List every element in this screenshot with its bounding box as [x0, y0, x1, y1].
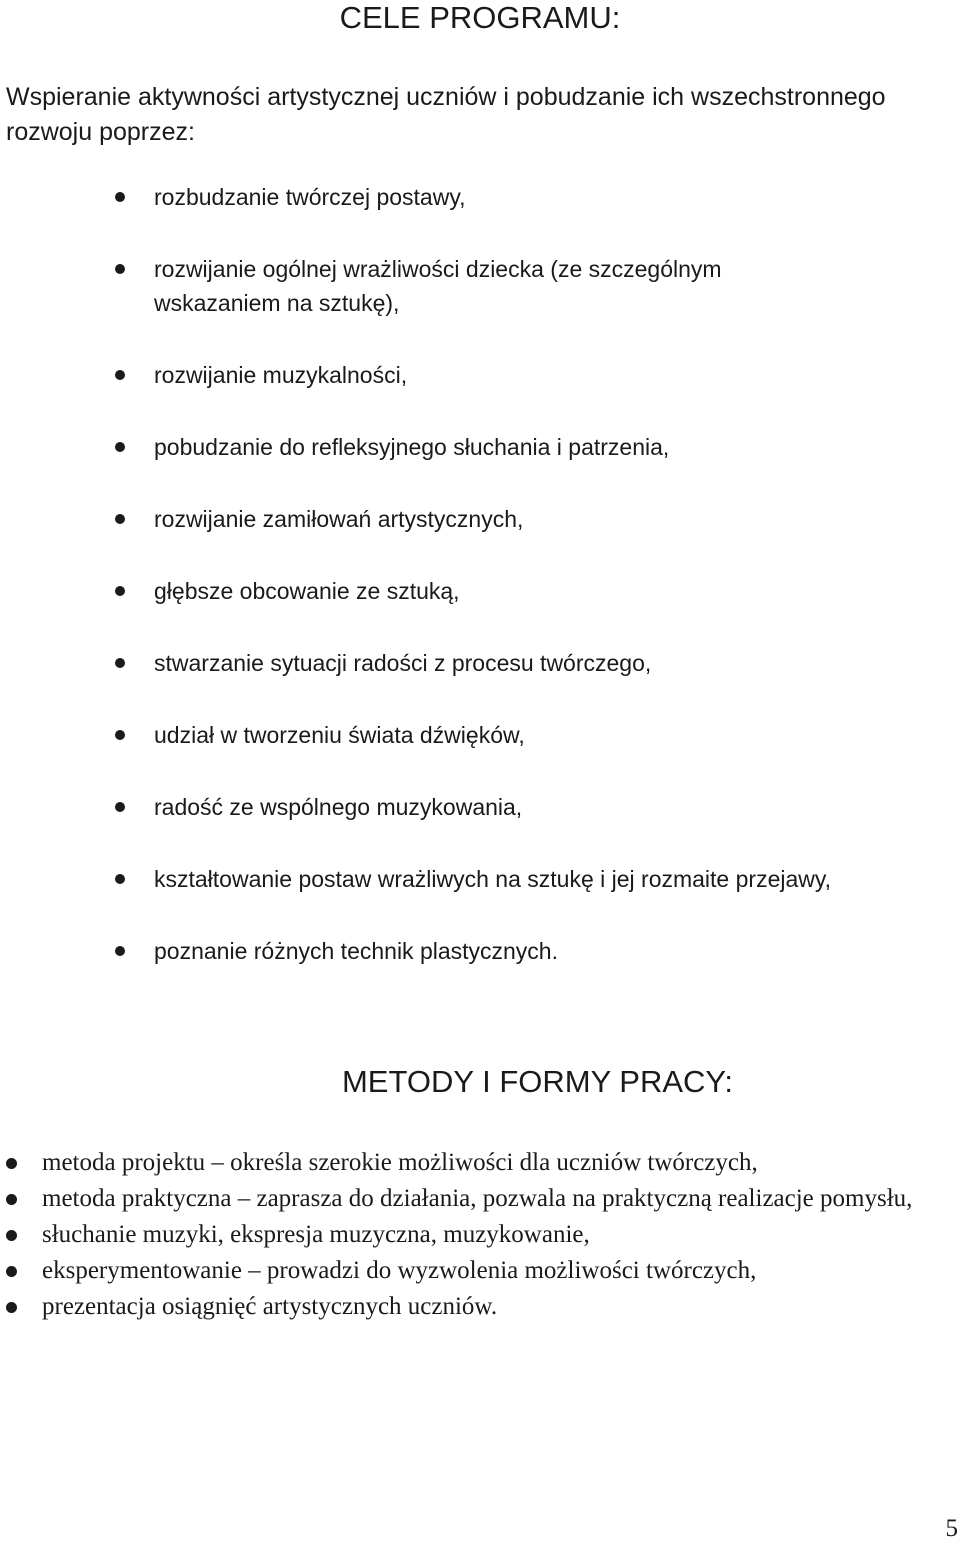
bullet-icon [6, 1158, 17, 1169]
bullet-icon [115, 442, 125, 452]
list-item-text: rozwijanie muzykalności, [154, 362, 408, 388]
list-item-text: pobudzanie do refleksyjnego słuchania i patrzenia, [154, 434, 670, 460]
list-item [0, 502, 944, 536]
list-item-text: rozwijanie zamiłowań artystycznych, [154, 506, 524, 532]
bullet-icon [115, 730, 125, 740]
list-item [0, 1217, 952, 1253]
list-item-text: eksperymentowanie – prowadzi do wyzwolenia możliwości twórczych, [42, 1257, 757, 1284]
list-item-text: metoda projektu – określa szerokie możliwości dla uczniów twórczych, [42, 1149, 758, 1176]
list-item-text: słuchanie muzyki, ekspresja muzyczna, muzykowanie, [42, 1221, 590, 1248]
section-title-cele: CELE PROGRAMU: [339, 0, 621, 35]
bullet-icon [6, 1194, 17, 1205]
list-item-text: kształtowanie postaw wrażliwych na sztukę i jej rozmaite przejawy, [154, 866, 832, 892]
list-item-text: prezentacja osiągnięć artystycznych uczniów. [42, 1293, 498, 1320]
goals-list [0, 180, 960, 1006]
list-item [0, 1289, 952, 1325]
bullet-icon [115, 802, 125, 812]
list-item-text: radość ze wspólnego muzykowania, [154, 794, 523, 820]
list-item [0, 1145, 952, 1181]
list-item [0, 252, 944, 320]
section-title-metody: METODY I FORMY PRACY: [341, 1064, 734, 1099]
list-item [0, 790, 944, 824]
bullet-icon [115, 658, 125, 668]
list-item-text: stwarzanie sytuacji radości z procesu twórczego, [154, 650, 652, 676]
list-item [0, 358, 944, 392]
intro-paragraph: Wspieranie aktywności artystycznej uczniów i pobudzanie ich wszechstronnego rozwoju poprzez: [6, 83, 886, 146]
list-item [0, 1181, 952, 1217]
list-item [0, 1253, 952, 1289]
bullet-icon [6, 1230, 17, 1241]
list-item-text: rozbudzanie twórczej postawy, [154, 184, 466, 210]
list-item [0, 934, 944, 968]
bullet-icon [115, 192, 125, 202]
bullet-icon [115, 874, 125, 884]
list-item [0, 574, 944, 608]
list-item-text: głębsze obcowanie ze sztuką, [154, 578, 460, 604]
list-item [0, 180, 944, 214]
list-item [0, 646, 944, 680]
list-item [0, 718, 944, 752]
list-item [0, 430, 944, 464]
bullet-icon [6, 1302, 17, 1313]
bullet-icon [115, 370, 125, 380]
bullet-icon [6, 1266, 17, 1277]
bullet-icon [115, 586, 125, 596]
list-item-text: poznanie różnych technik plastycznych. [154, 938, 558, 964]
list-item-text: rozwijanie ogólnej wrażliwości dziecka (ze szczególnym wskazaniem na sztukę), [154, 256, 722, 316]
list-item [0, 862, 944, 896]
list-item-text: udział w tworzeniu świata dźwięków, [154, 722, 525, 748]
page-number: 5 [945, 1515, 958, 1542]
list-item-text: metoda praktyczna – zaprasza do działania, pozwala na praktyczną realizacje pomysłu, [42, 1185, 913, 1212]
bullet-icon [115, 514, 125, 524]
bullet-icon [115, 946, 125, 956]
bullet-icon [115, 264, 125, 274]
methods-list [0, 1145, 960, 1325]
